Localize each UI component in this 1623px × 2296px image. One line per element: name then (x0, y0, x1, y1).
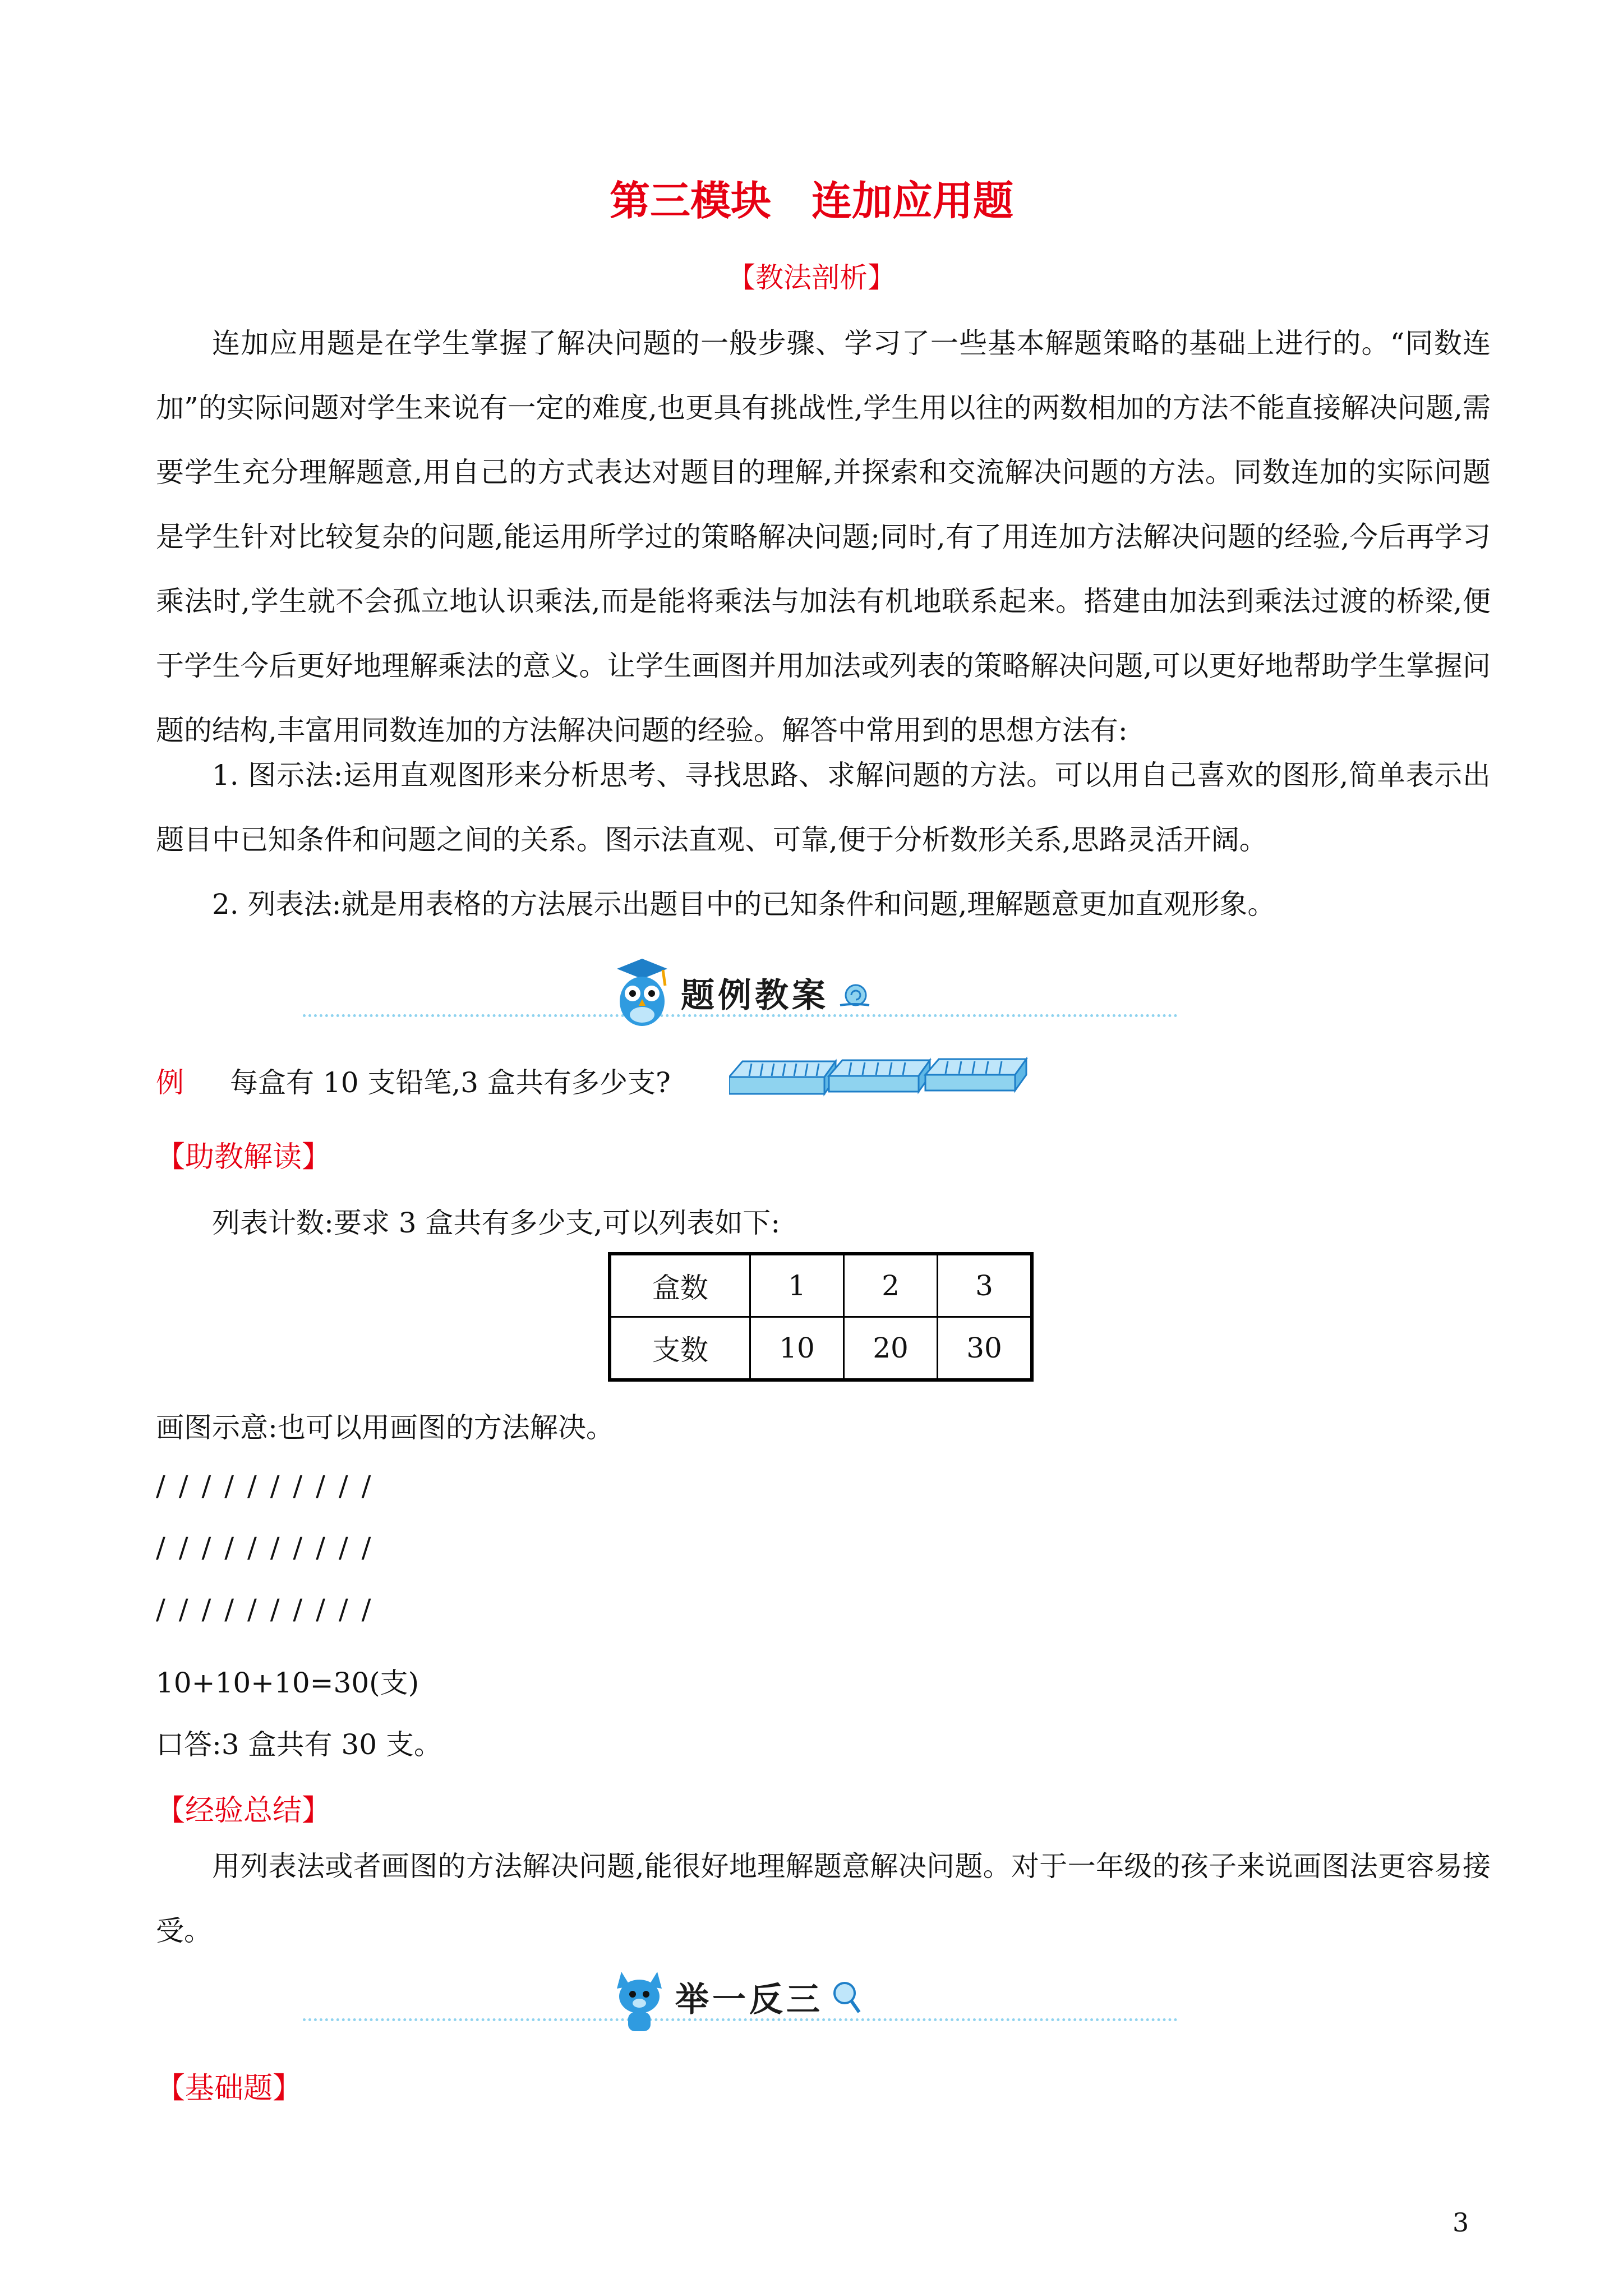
table-row (610, 1317, 1032, 1381)
fox-mascot-icon (611, 1961, 667, 2033)
table-cell: 20 (844, 1317, 938, 1381)
pencil-box-icon (925, 1059, 1026, 1091)
table-cell: 30 (938, 1317, 1032, 1381)
summary-paragraph: 用列表法或者画图的方法解决问题,能很好地理解题意解决问题。对于一年级的孩子来说画图法更容易接受。 (156, 1850, 1491, 1947)
drawing-intro: 画图示意:也可以用画图的方法解决。 (156, 1411, 614, 1444)
section-heading-basic: 【基础题】 (156, 2072, 302, 2105)
section-heading-reading: 【助教解读】 (156, 1140, 331, 1174)
banner-title: 举一反三 (675, 1980, 823, 2019)
magnifier-icon (829, 1977, 863, 2017)
answer: 口答:3 盒共有 30 支。 (156, 1728, 442, 1761)
banner-title: 题例教案 (681, 976, 829, 1015)
tally-row: / / / / / / / / / / (156, 1470, 374, 1502)
equation: 10+10+10=30(支) (156, 1667, 419, 1699)
snail-icon (838, 976, 872, 1010)
owl-mascot-icon (611, 956, 673, 1029)
tally-row: / / / / / / / / / / (156, 1531, 374, 1564)
method-2-paragraph: 2. 列表法:就是用表格的方法展示出题目中的已知条件和问题,理解题意更加直观形象。 (212, 888, 1276, 921)
example-question: 每盒有 10 支铅笔,3 盒共有多少支? (230, 1066, 671, 1099)
count-table (608, 1252, 1034, 1382)
practice-banner (303, 1958, 1178, 2042)
table-cell: 10 (750, 1317, 844, 1381)
pencil-box-icon (829, 1060, 930, 1092)
method-1-paragraph: 1. 图示法:运用直观图形来分析思考、寻找思路、求解问题的方法。可以用自己喜欢的图形,简单表示出题目中已知条件和问题之间的关系。图示法直观、可靠,便于分析数形关系,思路灵活开阔。 (156, 759, 1491, 856)
page-number: 3 (1453, 2207, 1469, 2238)
table-header-cell: 支数 (610, 1317, 750, 1381)
table-header-cell: 盒数 (610, 1254, 750, 1317)
intro-paragraph: 连加应用题是在学生掌握了解决问题的一般步骤、学习了一些基本解题策略的基础上进行的。“同数连加”的实际问题对学生来说有一定的难度,也更具有挑战性,学生用以往的两数相加的方法不能直接解决问题,需要学生充分理解题意,用自己的方式表达对题目的理解,并探索和交流解决问题的方法。同数连加的实际问题是学生针对比较复杂的问题,能运用所学过的策略解决问题;同时,有了用连加方法解决问题的经验,今后再学习乘法时,学生就不会孤立地认识乘法,而是能将乘法与加法有机地联系起来。搭建由加法到乘法过渡的桥梁,便于学生今后更好地理解乘法的意义。让学生画图并用加法或列表的策略解决问题,可以更好地帮助学生掌握问题的结构,丰富用同数连加的方法解决问题的经验。解答中常用到的思想方法有: (156, 327, 1491, 747)
table-row (610, 1254, 1032, 1317)
table-intro: 列表计数:要求 3 盒共有多少支,可以列表如下: (212, 1207, 781, 1239)
pencil-boxes-illustration (729, 1049, 1043, 1105)
pencil-box-icon (729, 1061, 836, 1094)
page-title: 第三模块 连加应用题 (609, 177, 1013, 224)
section-heading-teaching: 【教法剖析】 (727, 261, 896, 294)
example-banner (303, 954, 1178, 1038)
table-cell: 3 (938, 1254, 1032, 1317)
section-heading-summary: 【经验总结】 (156, 1794, 331, 1828)
example-label: 例 (156, 1066, 184, 1099)
tally-row: / / / / / / / / / / (156, 1593, 374, 1626)
table-cell: 1 (750, 1254, 844, 1317)
table-cell: 2 (844, 1254, 938, 1317)
